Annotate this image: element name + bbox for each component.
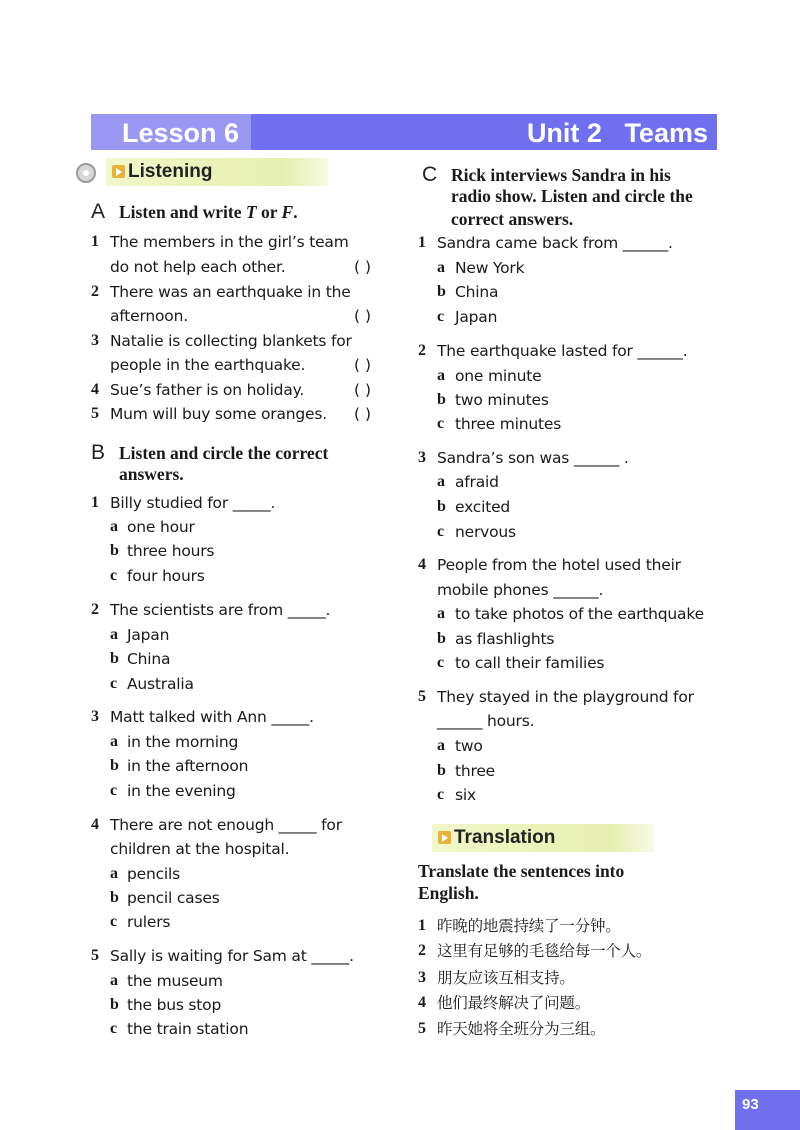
option-text[interactable]: one minute [455,367,542,385]
section-b-instruction: Listen and circle the correct [119,443,329,463]
option-letter: c [110,913,118,930]
c-question-text: Sandra came back from ______. [437,234,673,252]
option-letter: a [110,972,118,989]
translation-sentence: 昨天她将全班分为三组。 [437,1020,606,1038]
option-text[interactable]: Japan [127,626,170,644]
section-c-letter: C [422,163,438,186]
b-question-text: Billy studied for _____. [110,494,276,512]
option-letter: b [437,498,446,515]
option-text[interactable]: two [455,737,483,755]
a-item-number: 5 [91,405,99,422]
a-item-text: There was an earthquake in the [110,283,351,301]
option-letter: c [110,1020,118,1037]
listening-tag-label: Listening [128,161,213,182]
section-c-instruction: Rick interviews Sandra in his [451,165,671,185]
a-item-text: afternoon. [110,307,188,325]
a-item-text: Mum will buy some oranges. [110,405,327,423]
c-question-number: 4 [418,556,426,573]
translation-sentence: 朋友应该互相支持。 [437,969,575,987]
t-item-number: 1 [418,917,426,934]
t-item-number: 2 [418,942,426,959]
lesson-title: Lesson 6 [122,118,240,148]
option-text[interactable]: in the afternoon [127,757,249,775]
b-question-text: There are not enough _____ for [110,816,342,834]
play-icon [438,831,451,844]
option-text[interactable]: Japan [455,308,498,326]
translation-tag-label: Translation [454,827,556,848]
option-letter: b [110,889,119,906]
section-b-instruction: answers. [119,464,184,484]
option-text[interactable]: nervous [455,523,516,541]
option-text[interactable]: pencils [127,865,181,883]
a-item-text: people in the earthquake. [110,356,306,374]
c-question-number: 3 [418,449,426,466]
option-text[interactable]: excited [455,498,511,516]
b-question-number: 1 [91,494,99,511]
page-number: 93 [742,1096,759,1113]
c-question-number: 5 [418,688,426,705]
option-text[interactable]: the museum [127,972,223,990]
translation-tag [432,824,654,852]
translation-sentence: 这里有足够的毛毯给每一个人。 [437,942,652,960]
t-item-number: 5 [418,1020,426,1037]
a-item-text: The members in the girl’s team [110,233,349,251]
option-letter: a [110,733,118,750]
answer-blank[interactable]: ( ) [354,356,372,374]
a-item-number: 4 [91,381,99,398]
a-item-number: 3 [91,332,99,349]
option-text[interactable]: China [455,283,499,301]
option-text[interactable]: as flashlights [455,630,555,648]
option-text[interactable]: afraid [455,473,499,491]
b-question-text: Sally is waiting for Sam at _____. [110,947,354,965]
option-letter: b [110,757,119,774]
section-a-letter: A [91,200,106,223]
option-letter: b [437,630,446,647]
option-letter: a [437,367,445,384]
option-letter: c [437,786,445,803]
option-text[interactable]: six [455,786,476,804]
option-letter: a [437,259,445,276]
option-text[interactable]: three [455,762,496,780]
b-question-text: The scientists are from _____. [110,601,331,619]
b-question-number: 4 [91,816,99,833]
option-letter: a [110,865,118,882]
answer-blank[interactable]: ( ) [354,381,372,399]
option-text[interactable]: to take photos of the earthquake [455,605,704,623]
option-letter: c [437,523,445,540]
c-question-text: Sandra’s son was ______ . [437,449,629,467]
option-text[interactable]: Australia [127,675,194,693]
option-text[interactable]: one hour [127,518,195,536]
b-question-text: Matt talked with Ann _____. [110,708,314,726]
translation-instruction: Translate the sentences into [418,861,625,881]
option-letter: c [110,567,118,584]
section-c-instruction: correct answers. [451,209,574,229]
option-letter: c [437,654,445,671]
option-letter: a [437,737,445,754]
option-letter: a [437,605,445,622]
a-item-text: Natalie is collecting blankets for [110,332,352,350]
play-icon [112,165,125,178]
option-letter: b [437,762,446,779]
option-letter: c [437,415,445,432]
c-question-text: People from the hotel used their [437,556,681,574]
answer-blank[interactable]: ( ) [354,258,372,276]
t-item-number: 3 [418,969,426,986]
option-letter: b [437,283,446,300]
c-question-number: 1 [418,234,426,251]
t-item-number: 4 [418,994,426,1011]
a-item-text: do not help each other. [110,258,286,276]
option-letter: c [437,308,445,325]
option-text[interactable]: to call their families [455,654,605,672]
option-letter: b [437,391,446,408]
option-text[interactable]: the bus stop [127,996,222,1014]
section-c-instruction: radio show. Listen and circle the [451,186,693,206]
option-text[interactable]: the train station [127,1020,249,1038]
option-letter: b [110,650,119,667]
c-question-text: The earthquake lasted for ______. [437,342,688,360]
translation-sentence: 他们最终解决了问题。 [437,994,591,1012]
option-letter: c [110,782,118,799]
b-question-number: 3 [91,708,99,725]
a-item-text: Sue’s father is on holiday. [110,381,305,399]
listening-tag [106,158,328,186]
a-item-number: 1 [91,233,99,250]
answer-blank[interactable]: ( ) [354,307,372,325]
b-question-number: 2 [91,601,99,618]
b-question-text: children at the hospital. [110,840,290,858]
option-text[interactable]: three minutes [455,415,562,433]
audio-disc-icon [76,163,96,183]
option-text[interactable]: in the evening [127,782,236,800]
option-letter: a [437,473,445,490]
section-a-instruction: Listen and write T or F. [119,202,298,222]
option-text[interactable]: four hours [127,567,205,585]
a-item-number: 2 [91,283,99,300]
section-b-letter: B [91,441,106,464]
option-text[interactable]: two minutes [455,391,549,409]
option-letter: c [110,675,118,692]
option-text[interactable]: New York [455,259,525,277]
c-question-text: They stayed in the playground for [437,688,694,706]
c-question-text: mobile phones ______. [437,581,604,599]
option-text[interactable]: in the morning [127,733,239,751]
option-text[interactable]: rulers [127,913,171,931]
option-letter: a [110,518,118,535]
b-question-number: 5 [91,947,99,964]
option-text[interactable]: three hours [127,542,215,560]
option-letter: b [110,542,119,559]
option-text[interactable]: pencil cases [127,889,220,907]
answer-blank[interactable]: ( ) [354,405,372,423]
translation-sentence: 昨晚的地震持续了一分钟。 [437,917,621,935]
c-question-text: ______ hours. [437,712,535,730]
option-letter: b [110,996,119,1013]
c-question-number: 2 [418,342,426,359]
translation-instruction: English. [418,883,479,903]
unit-title: Unit 2 Teams [526,118,708,148]
option-letter: a [110,626,118,643]
option-text[interactable]: China [127,650,171,668]
